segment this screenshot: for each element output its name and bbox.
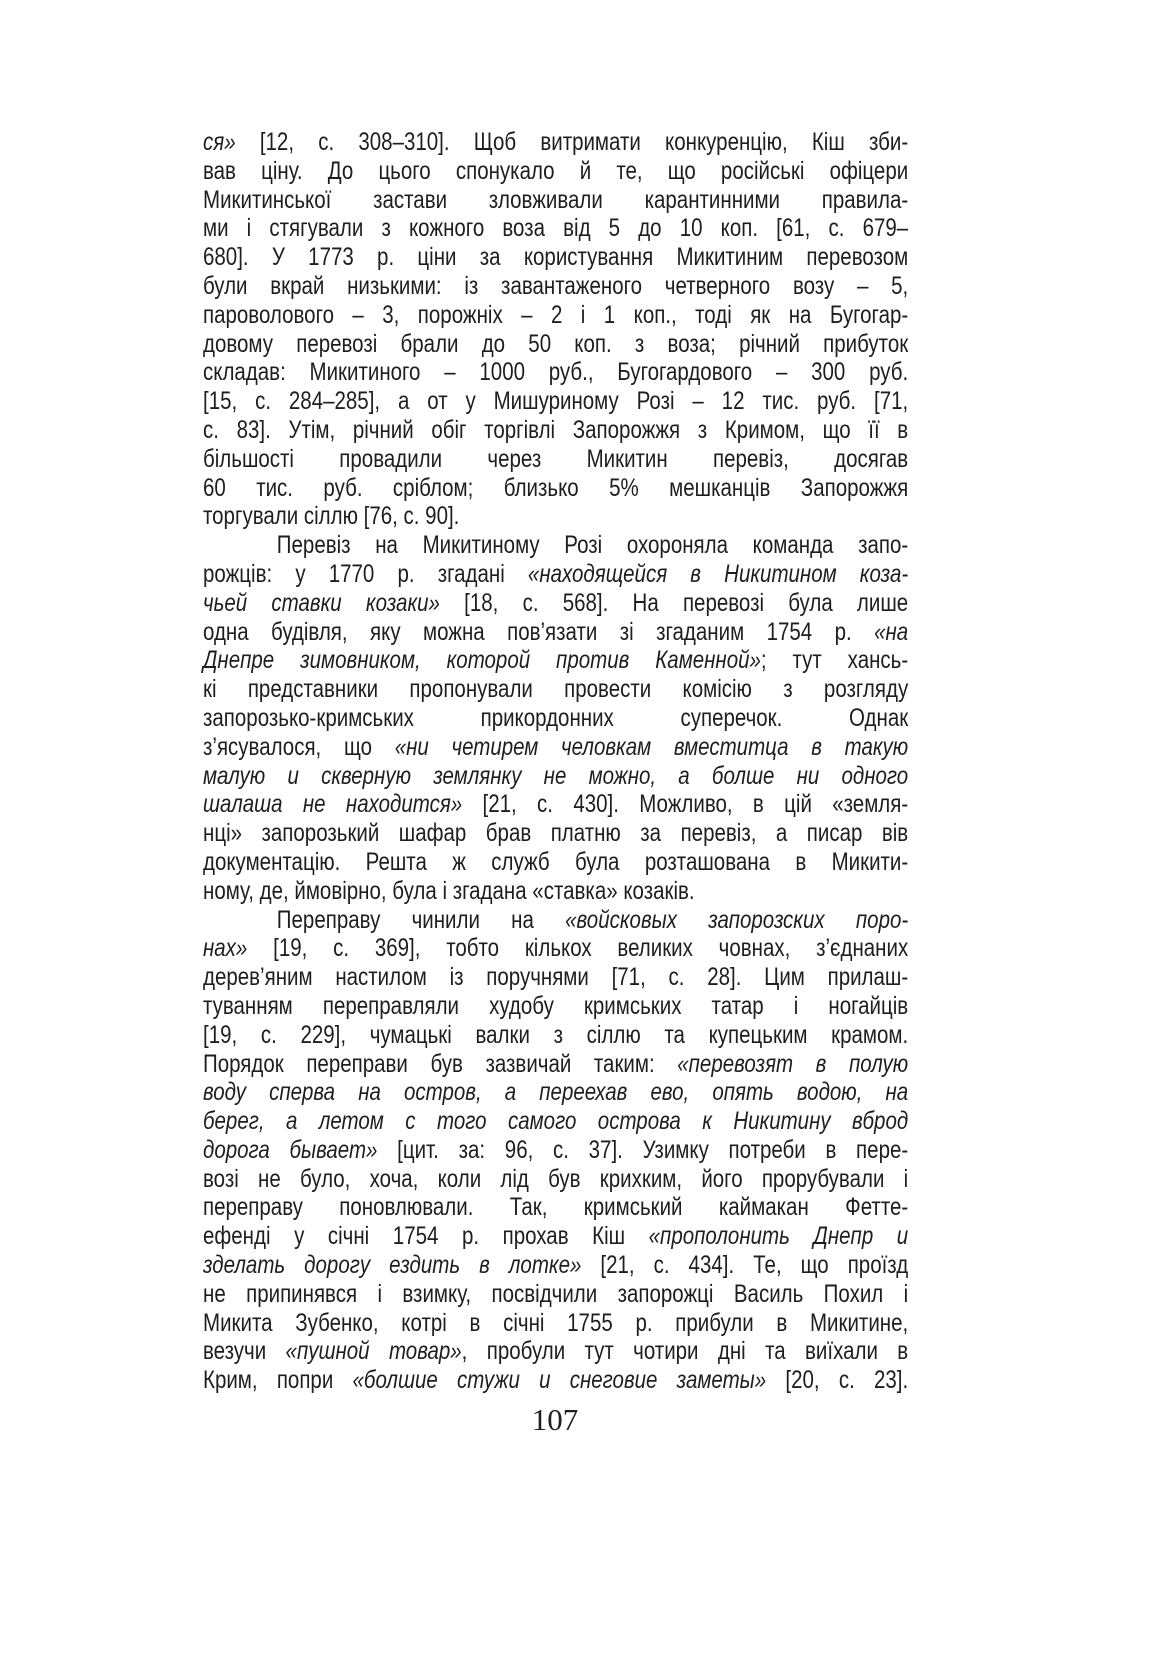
- text-span: с. 83]. Утім, річний обіг торгівлі Запорожжя з Кримом, що її в: [203, 415, 909, 444]
- text-line: [203, 416, 908, 445]
- text-span: [18, с. 568]. На перевозі була лише: [439, 588, 909, 617]
- text-span: везучи: [203, 1337, 286, 1366]
- text-span: більшості провадили через Микитин перевіз, досягав: [203, 444, 909, 473]
- text-span: ; тут хансь-: [760, 646, 909, 675]
- text-line: [203, 877, 908, 906]
- text-line: [203, 1251, 908, 1280]
- text-line: [203, 733, 908, 762]
- text-line: [203, 618, 908, 647]
- text-line: [203, 589, 908, 618]
- text-line: [203, 704, 908, 733]
- text-line: [203, 1165, 908, 1194]
- text-span: ефенді у січні 1754 р. прохав Кіш: [203, 1222, 649, 1251]
- quote-text: берег, а летом с того самого острова к Никитину вброд: [203, 1107, 909, 1136]
- text-span: , пробули тут чотири дні та виїхали в: [461, 1337, 909, 1366]
- text-span: [21, с. 430]. Можливо, в цій «земля-: [462, 790, 909, 819]
- text-line: [203, 531, 908, 560]
- quote-text: «находящейся в Никитином коза-: [527, 559, 909, 588]
- text-line: [203, 992, 908, 1021]
- text-span: рожців: у 1770 р. згадані: [203, 559, 528, 588]
- text-span: Перевіз на Микитиному Розі охороняла команда запо-: [276, 531, 909, 560]
- quote-text: воду сперва на остров, а переехав ево, опять водою, на: [203, 1078, 909, 1107]
- quote-text: нах»: [203, 934, 248, 963]
- text-span: з’ясувалося, що: [203, 732, 395, 761]
- text-line: [203, 646, 908, 675]
- text-line: [203, 675, 908, 704]
- text-line: [203, 963, 908, 992]
- text-span: складав: Микитиного – 1000 руб., Бугогардового – 300 руб.: [203, 358, 909, 387]
- quote-text: дорога бывает»: [203, 1135, 378, 1164]
- text-span: не припинявся і взимку, посвідчили запорожці Василь Похил і: [203, 1279, 909, 1308]
- quote-text: «перевозят в полую: [677, 1049, 909, 1078]
- text-line: [203, 186, 908, 215]
- text-span: [21, с. 434]. Те, що проїзд: [581, 1251, 909, 1280]
- text-span: [12, с. 308–310]. Щоб витримати конкуренцію, Кіш зби-: [235, 128, 909, 156]
- quote-text: Днепре зимовником, которой против Каменной»: [203, 646, 761, 675]
- text-span: торгували сіллю [76, с. 90].: [203, 502, 460, 531]
- quote-text: «на: [874, 617, 909, 646]
- text-span: Микита Зубенко, котрі в січні 1755 р. прибули в Микитине,: [203, 1308, 909, 1337]
- text-line: [203, 1107, 908, 1136]
- text-line: [203, 474, 908, 503]
- text-line: [203, 762, 908, 791]
- text-span: ми і стягували з кожного воза від 5 до 10 коп. [61, с. 679–: [203, 214, 909, 243]
- text-line: [203, 790, 908, 819]
- text-span: документацію. Решта ж служб була розташована в Микити-: [203, 847, 909, 876]
- quote-text: шалаша не находится»: [203, 790, 463, 819]
- text-span: Порядок переправи був зазвичай таким:: [203, 1049, 678, 1078]
- text-span: возі не було, хоча, коли лід був крихким, його прорубували і: [203, 1164, 909, 1193]
- text-line: [203, 1366, 908, 1395]
- quote-text: «прополонить Днепр и: [648, 1222, 909, 1251]
- text-line: [203, 819, 908, 848]
- text-span: пароволового – 3, порожніх – 2 і 1 коп., тоді як на Бугогар-: [203, 300, 909, 329]
- text-span: [15, с. 284–285], а от у Мишуриному Розі – 12 тис. руб. [71,: [203, 387, 909, 416]
- text-span: Микитинської застави зловживали карантинними правила-: [203, 185, 909, 214]
- quote-text: «ни четирем человкам вместитца в такую: [394, 732, 909, 761]
- text-span: кі представники пропонували провести комісію з розгляду: [203, 675, 909, 704]
- text-span: [20, с. 23].: [766, 1366, 909, 1395]
- text-line: [203, 1136, 908, 1165]
- text-line: [203, 157, 908, 186]
- text-span: були вкрай низькими: із завантаженого четверного возу – 5,: [203, 271, 909, 300]
- quote-text: «пушной товар»: [285, 1337, 462, 1366]
- text-span: [19, с. 369], тобто кількох великих човнах, з’єднаних: [247, 934, 909, 963]
- text-span: Переправу чинили на: [276, 905, 566, 934]
- text-line: [203, 243, 908, 272]
- text-line: [203, 1078, 908, 1107]
- text-span: одна будівля, яку можна пов’язати зі згаданим 1754 р.: [203, 617, 875, 646]
- quote-text: малую и скверную землянку не можно, а болше ни одного: [203, 761, 909, 790]
- text-span: нці» запорозький шафар брав платню за перевіз, а писар вів: [203, 819, 909, 848]
- text-line: [203, 848, 908, 877]
- text-line: [203, 1021, 908, 1050]
- text-line: [203, 330, 908, 359]
- body-text: [203, 128, 908, 1395]
- quote-text: «болшие стужи и снеговие заметы»: [352, 1366, 767, 1395]
- text-line: [203, 445, 908, 474]
- text-line: [203, 560, 908, 589]
- text-line: [203, 934, 908, 963]
- quote-text: чьей ставки козаки»: [203, 588, 440, 617]
- quote-text: ся»: [203, 128, 236, 156]
- text-line: [203, 1050, 908, 1079]
- text-line: [203, 214, 908, 243]
- text-span: вав ціну. До цього спонукало й те, що російські офіцери: [203, 156, 909, 185]
- text-line: [203, 387, 908, 416]
- text-span: дерев’яним настилом із поручнями [71, с. 28]. Цим прилаш-: [203, 963, 909, 992]
- text-span: 680]. У 1773 р. ціни за користування Микитиним перевозом: [203, 243, 909, 272]
- text-span: Крим, попри: [203, 1366, 353, 1395]
- text-span: переправу поновлювали. Так, кримський каймакан Фетте-: [203, 1193, 909, 1222]
- page-number: 107: [531, 1402, 579, 1437]
- text-line: [203, 128, 908, 157]
- text-line: [203, 1280, 908, 1309]
- text-line: [203, 1309, 908, 1338]
- text-span: довому перевозі брали до 50 коп. з воза; річний прибуток: [203, 329, 909, 358]
- text-span: [цит. за: 96, с. 37]. Узимку потреби в пере-: [377, 1135, 909, 1164]
- quote-text: «войсковых запорозских поро-: [565, 905, 909, 934]
- text-line: [203, 1193, 908, 1222]
- text-line: [203, 272, 908, 301]
- text-line: [203, 301, 908, 330]
- text-span: 60 тис. руб. сріблом; близько 5% мешканців Запорожжя: [203, 473, 909, 502]
- text-line: [203, 906, 908, 935]
- text-line: [203, 1337, 908, 1366]
- quote-text: зделать дорогу ездить в лотке»: [203, 1251, 582, 1280]
- text-span: запорозько-кримських прикордонних суперечок. Однак: [203, 703, 909, 732]
- text-span: [19, с. 229], чумацькі валки з сіллю та купецьким крамом.: [203, 1020, 909, 1049]
- text-span: ному, де, ймовірно, була і згадана «ставка» козаків.: [203, 876, 695, 905]
- text-line: [203, 358, 908, 387]
- text-line: [203, 502, 908, 531]
- text-line: [203, 1222, 908, 1251]
- text-span: туванням переправляли худобу кримських татар і ногайців: [203, 991, 909, 1020]
